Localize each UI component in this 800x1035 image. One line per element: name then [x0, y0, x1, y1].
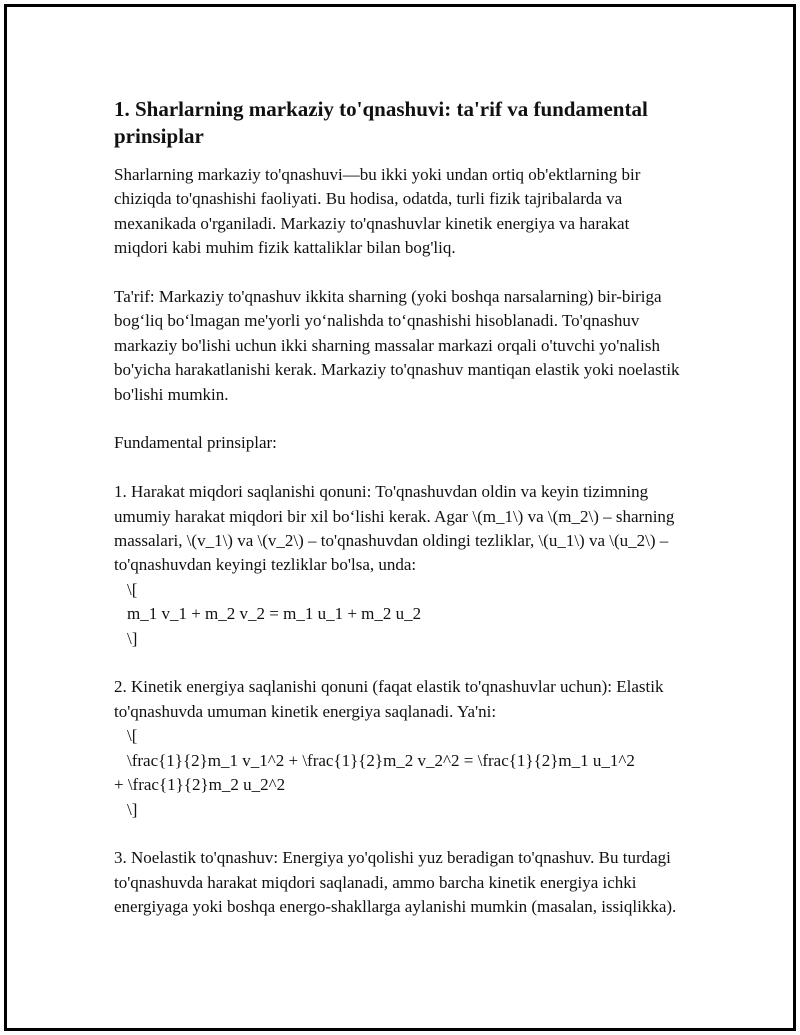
formula-1-open: \[ — [127, 579, 138, 599]
formula-2-line-1: \frac{1}{2}m_1 v_1^2 + \frac{1}{2}m_2 v_2^2 = \frac{1}{2}m_1 u_1^2 — [127, 750, 635, 770]
principles-heading: Fundamental prinsiplar: — [114, 433, 277, 453]
spacer — [114, 651, 686, 675]
spacer — [114, 261, 686, 285]
principle-3-text: 3. Noelastik to'qnashuv: Energiya yo'qolishi yuz beradigan to'qnashuv. Bu turdagi to'qnashuvda harakat miqdori saqlanadi, ammo barcha kinetik energiya ichki energiyaga yoki boshqa energo-shakllarga aylanishi mumkin (masalan, issiqlikka). — [114, 848, 677, 917]
formula-1-close: \] — [127, 628, 138, 648]
section-heading: 1. Sharlarning markaziy to'qnashuvi: ta'rif va fundamental prinsiplar — [114, 97, 648, 148]
intro-paragraph: Sharlarning markaziy to'qnashuvi—bu ikki yoki undan ortiq ob'ektlarning bir chiziqda to'qnashishi faoliyati. Bu hodisa, odatda, turli fizik tajribalarda va mexanikada o'rganiladi. Markaziy to'qnashuvlar kinetik energiya va harakat miqdori kabi muhim fizik kattaliklar bilan bog'liq. — [114, 165, 641, 258]
spacer — [114, 456, 686, 480]
principle-1-text: 1. Harakat miqdori saqlanishi qonuni: To'qnashuvdan oldin va keyin tizimning umumiy harakat miqdori bir xil bo‘lishi kerak. Agar \(m_1\) va \(m_2\) – sharning massalari, \(v_1\) va \(v_2\) – to'qnashuvdan oldingi tezliklar, \(u_1\) va \(u_2\) – to'qnashuvdan keyingi tezliklar bo'lsa, unda: — [114, 482, 675, 575]
formula-2-open: \[ — [127, 726, 138, 746]
formula-2-line-2: + \frac{1}{2}m_2 u_2^2 — [114, 775, 286, 795]
formula-1: m_1 v_1 + m_2 v_2 = m_1 u_1 + m_2 u_2 — [127, 604, 422, 624]
definition-paragraph: Ta'rif: Markaziy to'qnashuv ikkita sharning (yoki boshqa narsalarning) bir-biriga bog‘liq bo‘lmagan me'yorli yo‘nalishda to‘qnashishi hisoblanadi. To'qnashuv markaziy bo'lishi uchun ikki sharning massalar markazi orqali o'tuvchi yo'nalish bo'yicha harakatlanishi kerak. Markaziy to'qnashuv mantiqan elastik yoki noelastik bo'lishi mumkin. — [114, 287, 680, 404]
spacer — [114, 407, 686, 431]
spacer — [114, 822, 686, 846]
document-content — [114, 96, 686, 920]
formula-2-close: \] — [127, 799, 138, 819]
principle-2-text: 2. Kinetik energiya saqlanishi qonuni (faqat elastik to'qnashuvlar uchun): Elastik to'qnashuvda umuman kinetik energiya saqlanadi. Ya'ni: — [114, 677, 664, 721]
